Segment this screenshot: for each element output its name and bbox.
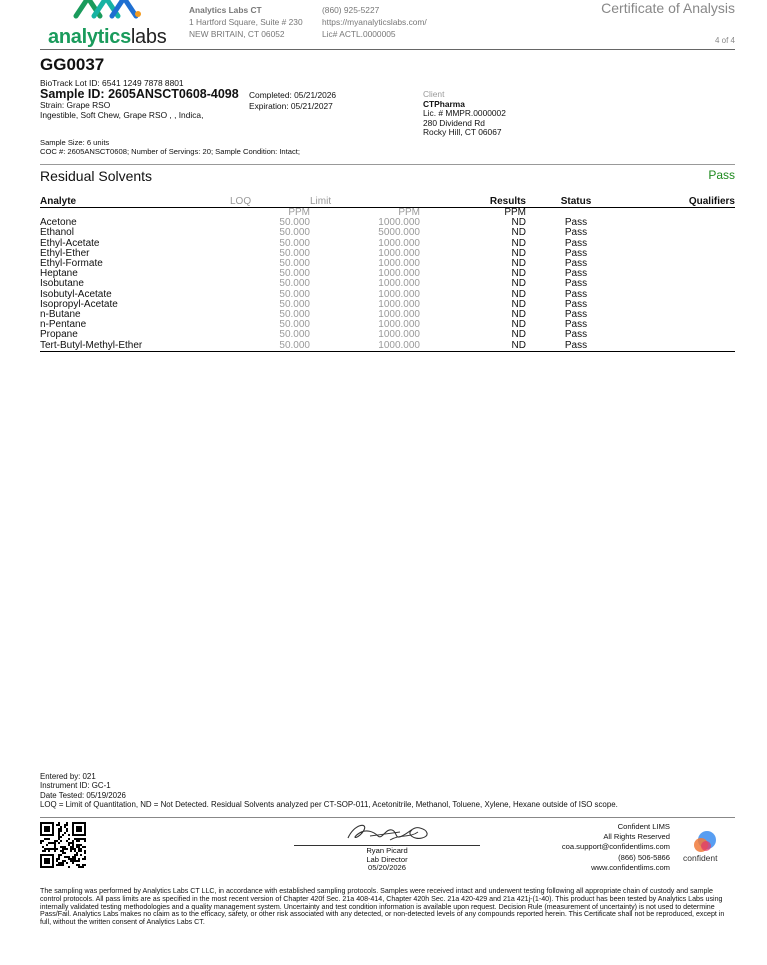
loq-cell: 50.000 (279, 217, 310, 229)
limit-cell: 1000.000 (378, 247, 420, 259)
loq-cell: 50.000 (279, 227, 310, 239)
loq-cell: 50.000 (279, 258, 310, 270)
limit-cell: 1000.000 (378, 288, 420, 300)
analyte-cell: n-Butane (40, 309, 81, 321)
analyte-cell: Tert-Butyl-Methyl-Ether (40, 341, 230, 352)
qualifier-cell (626, 279, 735, 289)
analyte-cell: Propane (40, 329, 78, 341)
limit-cell: 1000.000 (378, 268, 420, 280)
lab-phone: (860) 925-5227 (322, 5, 380, 15)
qualifier-cell (626, 218, 735, 228)
entered-by: Entered by: 021 (40, 772, 96, 781)
analyte-cell: Ethyl-Formate (40, 258, 103, 270)
lab-license: Lic# ACTL.0000005 (322, 29, 396, 39)
status-cell: Pass (564, 288, 588, 300)
status-cell: Pass (564, 258, 588, 270)
analyte-cell: Ethyl-Ether (40, 247, 90, 259)
section-title: Residual Solvents (40, 168, 153, 184)
signer-date: 05/20/2026 (367, 863, 406, 873)
header-analyte: Analyte (40, 195, 230, 208)
lab-address-block (189, 4, 303, 40)
header-loq: LOQ (230, 195, 310, 208)
lab-address-line2: NEW BRITAIN, CT 06052 (189, 29, 285, 39)
loq-cell: 50.000 (279, 329, 310, 341)
completed-date: Completed: 05/21/2026 (249, 90, 337, 100)
lims-block (562, 822, 670, 873)
loq-cell: 50.000 (279, 237, 310, 249)
status-cell: Pass (564, 309, 588, 321)
product-description: Ingestible, Soft Chew, Grape RSO , , Indica, (40, 109, 204, 120)
limit-cell: 5000.000 (378, 227, 420, 239)
analyte-cell: Isobutyl-Acetate (40, 288, 112, 300)
result-cell: ND (420, 341, 526, 352)
section-divider (40, 164, 735, 165)
loq-cell: 50.000 (279, 309, 310, 321)
analyte-cell: Isobutane (40, 278, 84, 290)
qualifier-cell (626, 330, 735, 340)
qualifier-cell (626, 320, 735, 330)
analytics-labs-logo-text (48, 26, 166, 49)
limit-cell: 1000.000 (378, 319, 420, 331)
table-row (40, 341, 735, 352)
qualifier-cell (626, 300, 735, 310)
result-cell: ND (511, 227, 526, 239)
document-title: Certificate of Analysis (601, 0, 735, 16)
lab-address-line1: 1 Hartford Square, Suite # 230 (189, 17, 303, 27)
result-cell: ND (511, 258, 526, 270)
status-cell: Pass (564, 247, 588, 259)
status-cell: Pass (564, 268, 588, 280)
limit-cell: 1000.000 (378, 278, 420, 290)
client-name: CTPharma (423, 98, 465, 109)
client-label: Client (423, 89, 445, 99)
analyte-cell: Ethanol (40, 227, 74, 239)
qualifier-cell (626, 269, 735, 279)
status-cell: Pass (564, 237, 588, 249)
loq-cell: 50.000 (279, 278, 310, 290)
loq-cell: 50.000 (279, 288, 310, 300)
sample-size: Sample Size: 6 units (40, 138, 110, 147)
lims-website[interactable]: www.confidentlims.com (591, 862, 670, 872)
lab-name: Analytics Labs CT (189, 5, 262, 15)
lims-phone: (866) 506-5866 (618, 852, 670, 862)
qr-code-icon[interactable] (40, 822, 86, 868)
logo-text-analytics: analytics (48, 26, 131, 48)
biotrack-lot-id: BioTrack Lot ID: 6541 1249 7878 8801 (40, 78, 184, 88)
coc-info: COC #: 2605ANSCT0608; Number of Servings: 20; Sample Condition: Intact; (40, 146, 301, 156)
strain-block (40, 101, 203, 120)
units-results: PPM (504, 207, 526, 218)
status-cell: Pass (564, 298, 588, 310)
client-address-line1: 280 Dividend Rd (423, 117, 485, 128)
lims-rights: All Rights Reserved (603, 832, 670, 842)
result-cell: ND (511, 217, 526, 229)
lab-contact-block (322, 4, 427, 40)
status-cell: Pass (564, 329, 588, 341)
confident-logo-icon (692, 830, 718, 854)
result-cell: ND (511, 329, 526, 341)
result-cell: ND (511, 268, 526, 280)
disclaimer-text: The sampling was performed by Analytics Labs CT LLC, in accordance with established sampling protocols. Samples were received intact and underwent testing following all appropriate chain of custody and sample control protocols. All pass limits are as specified in the most recent version of Chapter 420f Sec. 21a 408-414, Chapter 420h Sec. 21a 420-429 and 21a 421j-(1-40). This product has been tested by Analytics Labs using internally validated testing methodologies and a quality management system. Uncertainty and test condition information is available upon request. Decision Rule (measurement of uncertainty) is not used to determine Pass/Fail. Analytics Labs makes no claim as to the efficacy, safety, or other risk associated with any detected, or non-detected levels of any compounds reported herein. This Certificate shall not be reproduced, except in full, without the written consent of Analytics Labs CT. (40, 887, 725, 927)
client-address-line2: Rocky Hill, CT 06067 (423, 127, 502, 137)
lims-email[interactable]: coa.support@confidentlims.com (561, 842, 670, 852)
sample-id: Sample ID: 2605ANSCT0608-4098 (40, 87, 239, 101)
footer-note: LOQ = Limit of Quantitation, ND = Not Detected. Residual Solvents analyzed per CT-SOP-011, Acetonitrile, Methanol, Toluene, Xylene, Hexane outside of ISO scope. (40, 800, 618, 810)
analyte-cell: Heptane (40, 268, 78, 280)
header-qualifiers: Qualifiers (626, 195, 735, 208)
footer-info (40, 772, 618, 810)
loq-cell: 50.000 (279, 268, 310, 280)
qualifier-cell (626, 239, 735, 249)
footer-divider (40, 817, 735, 818)
header-divider (40, 49, 735, 50)
date-tested: Date Tested: 05/19/2026 (40, 790, 126, 800)
result-cell: ND (511, 298, 526, 310)
limit-cell: 1000.000 (378, 237, 420, 249)
lims-name: Confident LIMS (617, 822, 670, 831)
result-cell: ND (511, 247, 526, 259)
units-loq: PPM (288, 207, 310, 218)
qualifier-cell (626, 228, 735, 238)
signature-icon (340, 820, 440, 846)
limit-cell: 1000.000 (378, 298, 420, 310)
status-cell: Pass (564, 278, 588, 290)
loq-cell: 50.000 (230, 341, 310, 352)
units-limit: PPM (398, 207, 420, 218)
client-license: Lic. # MMPR.0000002 (423, 108, 506, 118)
product-code: GG0037 (40, 55, 105, 74)
analyte-cell: n-Pentane (40, 319, 87, 331)
section-status-badge: Pass (708, 168, 735, 182)
lab-website[interactable]: https://myanalyticslabs.com/ (322, 17, 427, 27)
qualifier-cell (626, 310, 735, 320)
signer-block (294, 847, 480, 873)
sample-size-block (40, 139, 300, 156)
expiration-date: Expiration: 05/21/2027 (249, 101, 333, 111)
loq-cell: 50.000 (279, 298, 310, 310)
loq-cell: 50.000 (279, 319, 310, 331)
limit-cell: 1000.000 (378, 217, 420, 229)
analytics-labs-logo-mark (72, 0, 144, 22)
qualifier-cell (626, 249, 735, 259)
limit-cell: 1000.000 (378, 329, 420, 341)
analyte-cell: Acetone (40, 217, 77, 229)
limit-cell: 1000.000 (378, 309, 420, 321)
signer-title: Lab Director (366, 854, 408, 864)
page-number: 4 of 4 (714, 36, 735, 45)
limit-cell: 1000.000 (378, 258, 420, 270)
strain: Strain: Grape RSO (40, 100, 111, 110)
results-table (40, 195, 735, 352)
header-results: Results (420, 195, 526, 208)
result-cell: ND (511, 309, 526, 321)
dates-block (249, 90, 336, 112)
result-cell: ND (511, 288, 526, 300)
status-cell: Pass (564, 217, 588, 229)
status-cell: Pass (564, 227, 588, 239)
header-limit: Limit (310, 195, 420, 208)
header-status: Status (526, 195, 626, 208)
qualifier-cell (626, 290, 735, 300)
instrument-id: Instrument ID: GC-1 (40, 781, 111, 791)
signer-name: Ryan Picard (366, 846, 408, 855)
qualifier-cell (626, 259, 735, 269)
table-header-row (40, 195, 735, 208)
result-cell: ND (511, 278, 526, 290)
loq-cell: 50.000 (279, 247, 310, 259)
status-cell: Pass (564, 319, 588, 331)
units-qualifiers (626, 208, 735, 219)
status-cell: Pass (526, 341, 626, 352)
analyte-cell: Ethyl-Acetate (40, 237, 100, 249)
result-cell: ND (511, 237, 526, 249)
analyte-cell: Isopropyl-Acetate (40, 298, 118, 310)
qualifier-cell (626, 341, 735, 352)
client-block (423, 90, 506, 138)
logo-text-labs: labs (130, 26, 167, 48)
result-cell: ND (511, 319, 526, 331)
confident-logo-text: confident (683, 853, 718, 863)
limit-cell: 1000.000 (310, 341, 420, 352)
